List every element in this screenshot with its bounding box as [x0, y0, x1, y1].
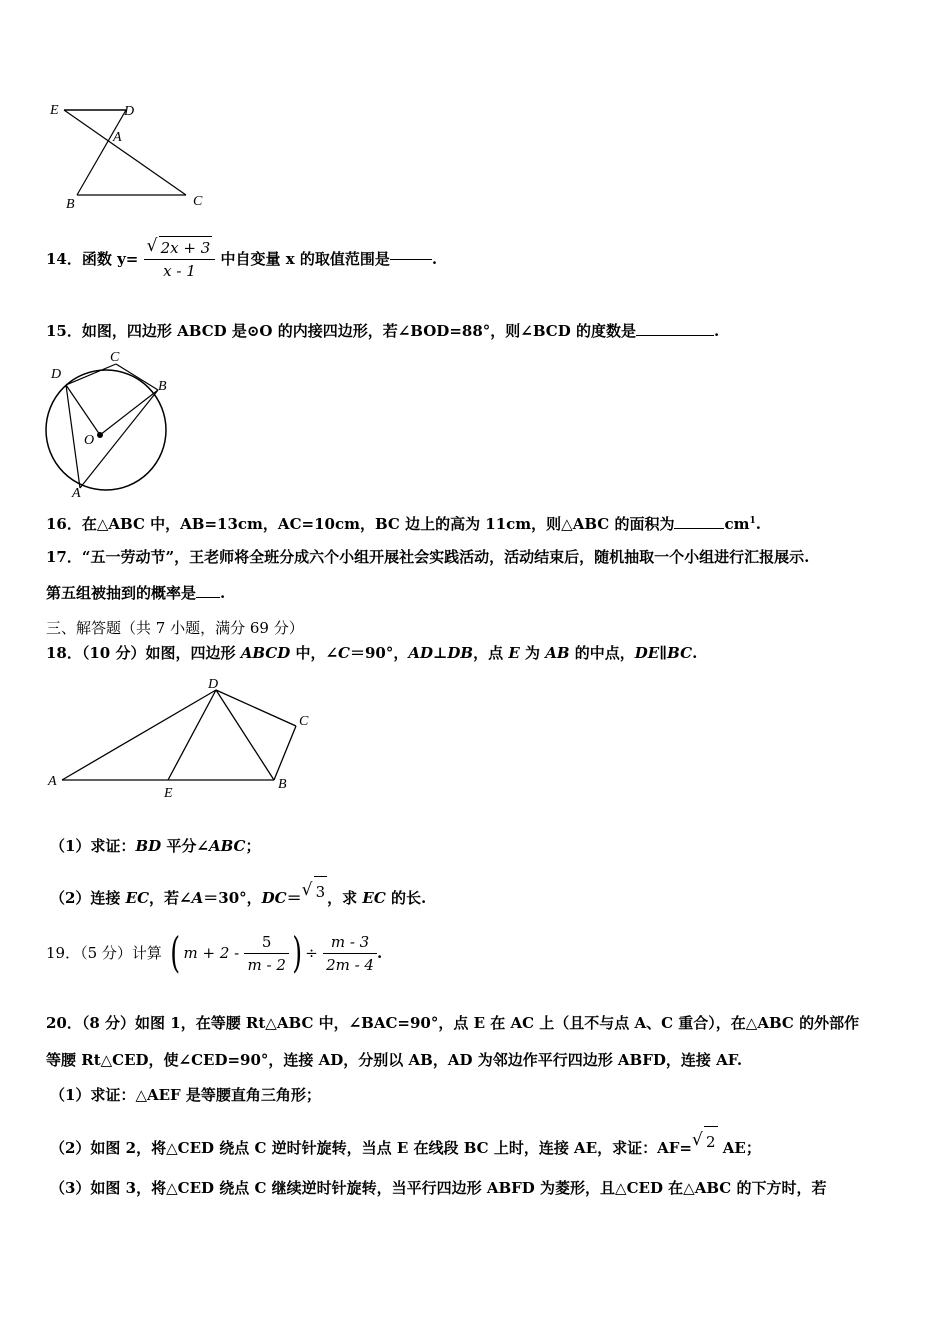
label-D: D	[124, 104, 135, 119]
label-B: B	[278, 777, 287, 792]
question-18-part2: （2）连接 EC，若∠A＝30°，DC＝ √ 3 ，求 EC 的长.	[50, 876, 426, 913]
figure-q18	[40, 672, 330, 802]
question-17-line1: 17．“五一劳动节”，王老师将全班分成六个小组开展社会实践活动，活动结束后，随机抽取一个小组进行汇报展示.	[46, 548, 810, 566]
label-D: D	[51, 367, 62, 382]
question-16: 16．在△ABC 中，AB=13cm，AC=10cm，BC 边上的高为 11cm，则△ABC 的面积为 $cm^1$.	[46, 515, 761, 533]
label-C: C	[110, 350, 120, 365]
figure-q13	[40, 95, 220, 220]
question-20-part3: （3）如图 3，将△CED 绕点 C 继续逆时针旋转，当平行四边形 ABFD 为菱形，且△CED 在△ABC 的下方时，若	[50, 1179, 827, 1197]
label-B: B	[66, 197, 75, 212]
label-B: B	[158, 379, 167, 394]
label-C: C	[299, 714, 309, 729]
label-D: D	[208, 677, 219, 692]
label-A: A	[48, 774, 57, 789]
label-E: E	[164, 786, 173, 801]
fraction-q19-a: $\frac{5}{m - 2}$	[244, 931, 288, 976]
fraction-q19-b: $\frac{m - 3}{2m - 4}$	[323, 931, 377, 976]
question-19: 19．（5 分）计算 ( m + 2 - $\frac{5}{m - 2}$ ) ÷ $\frac{m - 3}{2m - 4}$ .	[46, 928, 383, 977]
question-18: 18．（10 分）如图，四边形 ABCD 中，∠C＝90°，AD⊥DB，点 E 为 AB 的中点，DE∥BC.	[46, 644, 698, 662]
figure-q15	[40, 350, 180, 500]
label-A: A	[113, 130, 122, 145]
label-C: C	[193, 194, 203, 209]
fraction-q14: √ 2x + 3 x - 1	[144, 236, 216, 282]
question-14: 14．函数 y= √ 2x + 3 x - 1 中自变量 x 的取值范围是 .	[46, 236, 438, 280]
question-17-line2: 第五组被抽到的概率是 .	[46, 584, 226, 602]
question-15: 15．如图，四边形 ABCD 是⊙O 的内接四边形，若∠BOD=88°，则∠BCD 的度数是 .	[46, 322, 720, 340]
label-A: A	[72, 486, 81, 500]
question-20-line2: 等腰 Rt△CED，使∠CED=90°，连接 AD，分别以 AB，AD 为邻边作平行四边形 ABFD，连接 AF.	[46, 1051, 743, 1069]
question-18-part1: （1）求证：BD 平分∠ABC；	[50, 837, 261, 855]
question-20-part2: （2）如图 2，将△CED 绕点 C 逆时针旋转，当点 E 在线段 BC 上时，连接 AE，求证：AF= √ 2 AE；	[50, 1126, 761, 1163]
label-E: E	[50, 103, 59, 118]
section-3-title: 三、解答题（共 7 小题，满分 69 分）	[46, 619, 304, 637]
question-20-part1: （1）求证：△AEF 是等腰直角三角形；	[50, 1086, 321, 1104]
question-20-line1: 20．（8 分）如图 1，在等腰 Rt△ABC 中，∠BAC=90°，点 E 在 AC 上（且不与点 A、C 重合），在△ABC 的外部作	[46, 1014, 860, 1032]
label-O: O	[84, 433, 95, 448]
